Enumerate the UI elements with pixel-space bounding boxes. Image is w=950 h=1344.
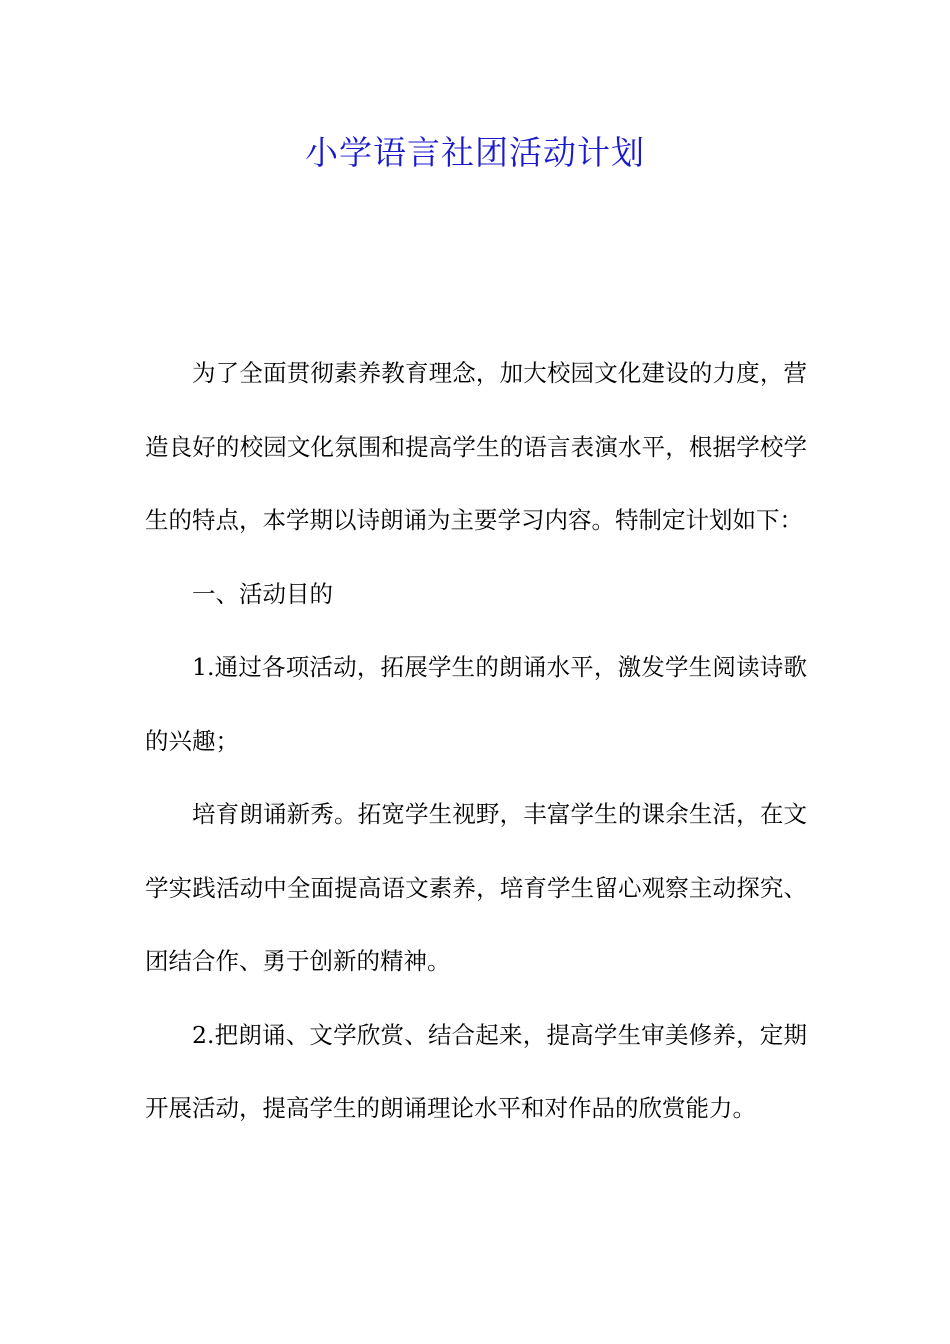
purpose-item-1: 1.通过各项活动，拓展学生的朗诵水平，激发学生阅读诗歌的兴趣； (145, 653, 807, 755)
purpose-item-1-continued: 培育朗诵新秀。拓宽学生视野，丰富学生的课余生活，在文学实践活动中全面提高语文素养，培育学生留心观察主动探究、团结合作、勇于创新的精神。 (145, 800, 807, 975)
section-heading-activity-purpose: 一、活动目的 (192, 579, 333, 608)
document-title: 小学语言社团活动计划 (305, 133, 645, 172)
document-body (145, 337, 807, 1146)
intro-paragraph: 为了全面贯彻素养教育理念，加大校园文化建设的力度，营造良好的校园文化氛围和提高学生的语言表演水平，根据学校学生的特点，本学期以诗朗诵为主要学习内容。特制定计划如下： (145, 359, 807, 534)
purpose-item-2: 2.把朗诵、文学欣赏、结合起来，提高学生审美修养，定期开展活动，提高学生的朗诵理论水平和对作品的欣赏能力。 (145, 1020, 807, 1122)
